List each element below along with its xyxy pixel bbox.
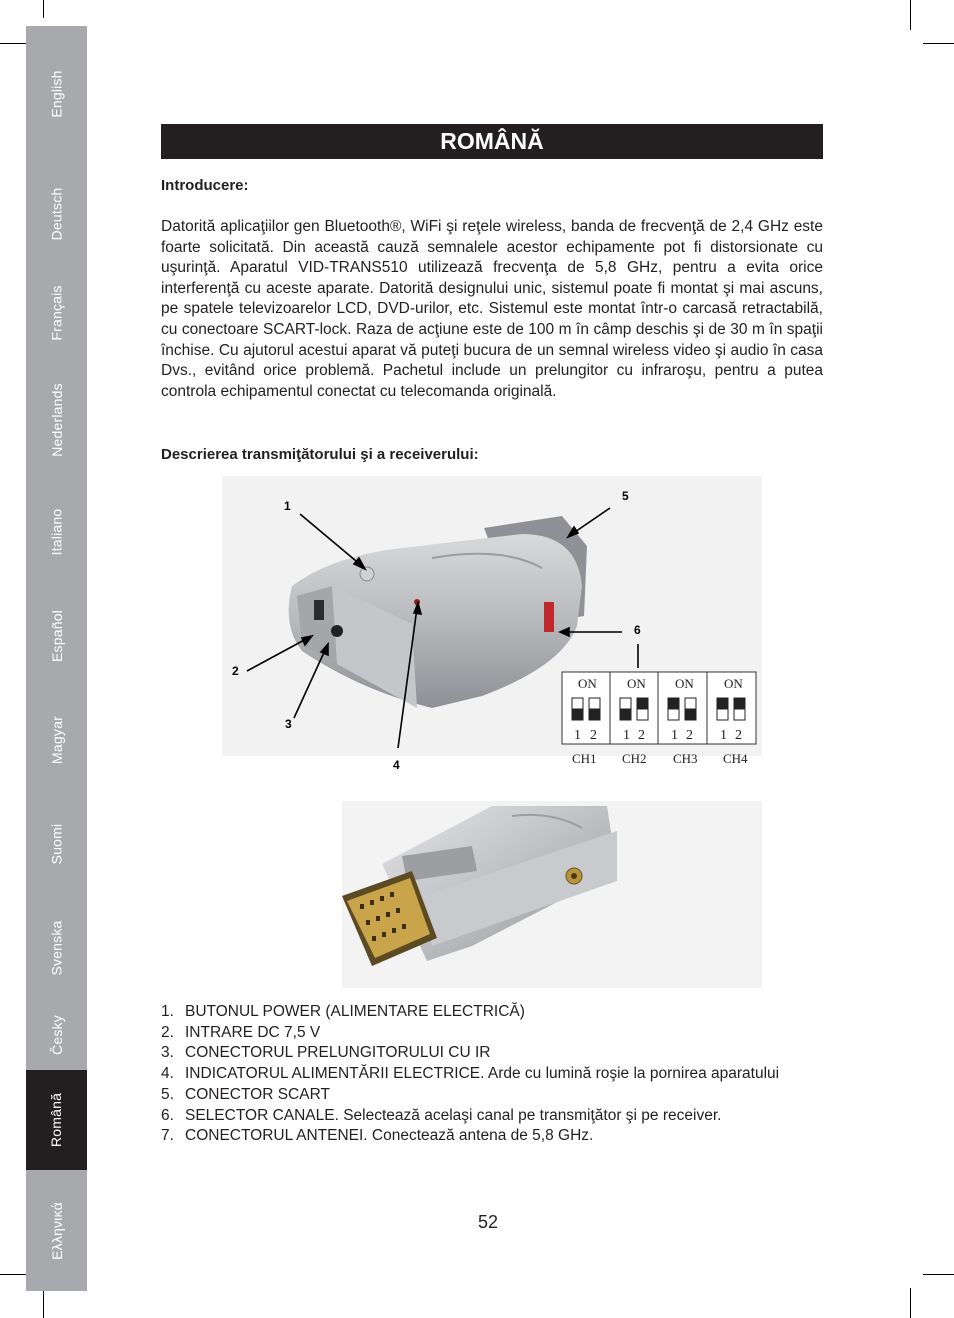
channel-label: CH2	[622, 751, 647, 766]
tab-espanol[interactable]: Español	[48, 610, 65, 662]
channel-label: CH4	[723, 751, 748, 766]
svg-text:ON: ON	[724, 676, 743, 691]
callout-number: 1	[284, 499, 291, 513]
svg-text:1: 1	[574, 728, 581, 743]
channel-label: CH3	[673, 751, 698, 766]
crop-mark	[910, 0, 911, 30]
page-number: 52	[478, 1212, 499, 1232]
list-item: 5. CONECTOR SCART	[161, 1085, 330, 1103]
product-figure	[222, 476, 762, 988]
tab-nederlands[interactable]: Nederlands	[48, 383, 65, 457]
tab-greek[interactable]: Ελληνικά	[48, 1201, 65, 1260]
channel-switch	[544, 602, 554, 632]
power-button	[360, 567, 374, 581]
channel-label: CH1	[572, 751, 597, 766]
intro-heading: Introducere:	[161, 177, 249, 194]
tab-francais[interactable]: Français	[48, 284, 65, 341]
list-item: 1. BUTONUL POWER (ALIMENTARE ELECTRICĂ)	[161, 1003, 525, 1020]
callout-number: 3	[285, 717, 292, 731]
language-sidebar	[26, 26, 87, 1291]
svg-text:1: 1	[671, 728, 678, 743]
intro-paragraph: Datorită aplicaţiilor gen Bluetooth®, WiFi şi reţele wireless, banda de frecvenţă de 2,4 GHz este foarte solicitată. Din această cauză semnalele acestor echipamente pot fi distorsionate cu uşurinţă. Aparatul VID-TRANS510 utilizează frecvenţa de 5,8 GHz, pentru a evita orice interferenţă cu aceste aparate. Datorită designului unic, sistemul poate fi montat şi mai ascuns, pe spatele televizoarelor LCD, DVD-urilor, etc. Sistemul este montat într-o carcasă retractabilă, cu conectoare SCART-lock. Raza de acţiune este de 100 m în câmp deschis şi de 30 m în spaţii închise. Cu ajutorul acestui aparat vă puteţi bucura de un semnal wireless video şi audio în casa Dvs., evitând orice problemă. Pachetul include un prelungitor cu infraroşu, pentru a putea controla echipamentul conectat cu telecomanda originală.	[161, 218, 823, 400]
crop-mark	[923, 43, 954, 44]
svg-text:2: 2	[590, 728, 597, 743]
crop-mark	[910, 1288, 911, 1318]
dc-jack	[314, 600, 324, 620]
product-illustration	[222, 476, 762, 988]
receiver-image	[342, 801, 762, 988]
svg-text:2: 2	[638, 728, 645, 743]
crop-mark	[43, 0, 44, 18]
callout-number: 4	[393, 758, 400, 772]
list-item: 3. CONECTORUL PRELUNGITORULUI CU IR	[161, 1044, 491, 1062]
tab-suomi[interactable]: Suomi	[48, 823, 65, 865]
callout-number: 6	[634, 623, 641, 637]
list-item: 4. INDICATORUL ALIMENTĂRII ELECTRICE. Arde cu lumină roşie la pornirea aparatului	[161, 1065, 780, 1083]
page-title: ROMÂNĂ	[161, 124, 823, 159]
tab-cesky[interactable]: Česky	[48, 1015, 65, 1055]
list-item: 2. INTRARE DC 7,5 V	[161, 1023, 321, 1041]
tab-svenska[interactable]: Svenska	[48, 920, 65, 976]
tab-magyar[interactable]: Magyar	[48, 716, 65, 764]
crop-mark	[43, 1288, 44, 1318]
callout-number: 2	[232, 664, 239, 678]
ir-jack	[331, 625, 343, 637]
parts-list	[161, 1002, 779, 1147]
svg-text:1: 1	[720, 728, 727, 743]
list-item: 7. CONECTORUL ANTENEI. Conectează antena de 5,8 GHz.	[161, 1127, 594, 1145]
svg-text:ON: ON	[675, 676, 694, 691]
svg-text:ON: ON	[627, 676, 646, 691]
svg-text:1: 1	[623, 728, 630, 743]
list-item: 6. SELECTOR CANALE. Selectează acelaşi canal pe transmiţător şi pe receiver.	[161, 1106, 722, 1124]
tab-romana[interactable]: Română	[26, 1070, 87, 1170]
svg-text:2: 2	[735, 728, 742, 743]
description-heading: Descrierea transmiţătorului şi a receiverului:	[161, 446, 479, 463]
svg-text:2: 2	[686, 728, 693, 743]
svg-text:ON: ON	[578, 676, 597, 691]
callout-number: 5	[622, 489, 629, 503]
tab-english[interactable]: English	[48, 70, 65, 118]
tab-deutsch[interactable]: Deutsch	[48, 187, 65, 240]
crop-mark	[923, 1274, 954, 1275]
tab-italiano[interactable]: Italiano	[48, 508, 65, 556]
